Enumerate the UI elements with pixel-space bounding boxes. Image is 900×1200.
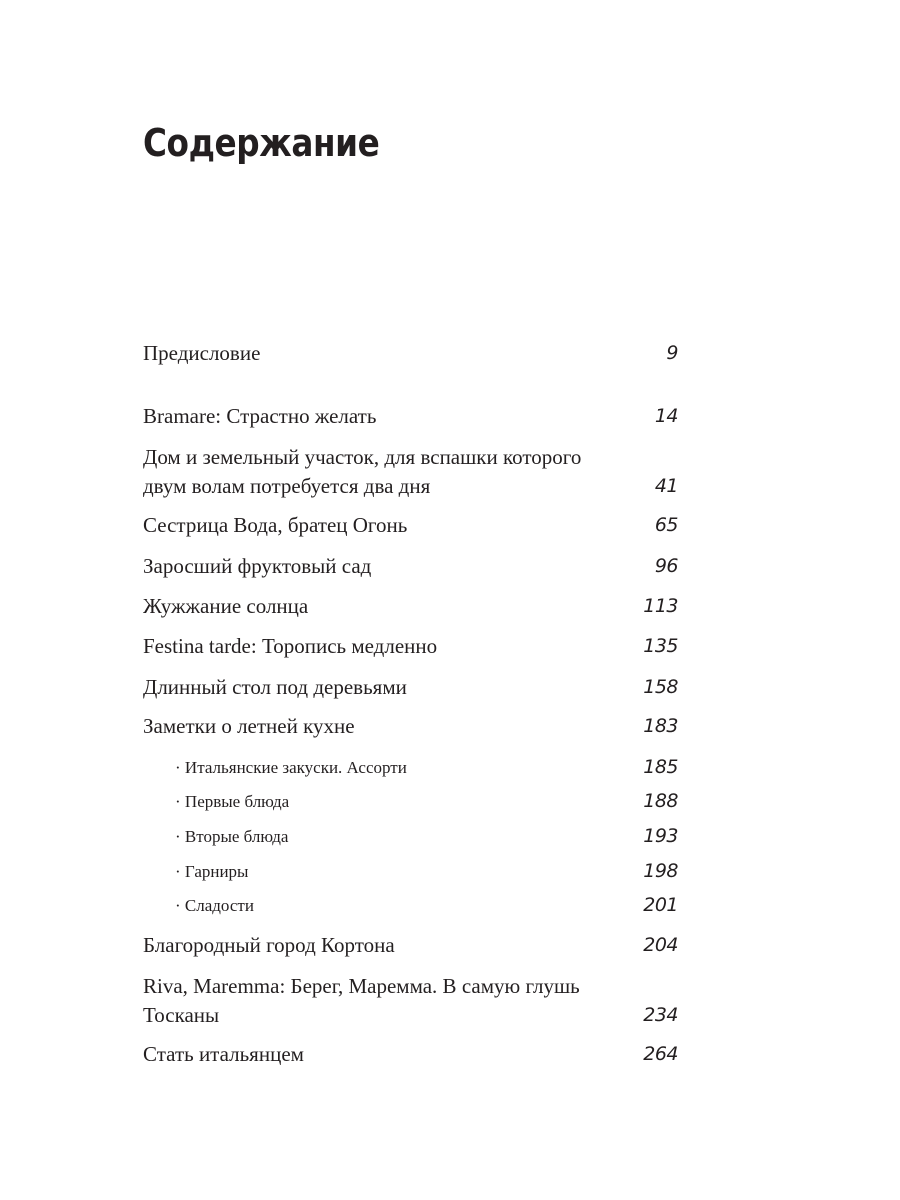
toc-entry[interactable] (143, 592, 678, 621)
toc-subentry-title: · Итальянские закуски. Ассорти (175, 758, 407, 777)
toc-entry-title: Жужжание солнца (143, 594, 309, 618)
toc-entry-title: Riva, Maremma: Берег, Маремма. В самую глушь Тосканы (143, 974, 580, 1027)
toc-entry-title: Заметки о летней кухне (143, 714, 355, 738)
toc-subentry[interactable] (143, 891, 678, 920)
toc-entry[interactable] (143, 673, 678, 702)
page-title: Содержание (143, 121, 380, 165)
toc-entry-page: 158 (643, 676, 678, 698)
toc-entry-title: Заросший фруктовый сад (143, 554, 372, 578)
toc-entry-title: Длинный стол под деревьями (143, 675, 407, 699)
toc-entry-page: 135 (643, 635, 678, 657)
toc-subentry-page: 201 (643, 894, 678, 916)
toc-entry[interactable] (143, 443, 678, 501)
toc-entry[interactable] (143, 972, 678, 1030)
toc-subentry-title: · Сладости (175, 896, 254, 915)
toc-subentry-page: 185 (643, 756, 678, 778)
toc-entry-page: 41 (654, 475, 678, 497)
toc-subentry-title: · Вторые блюда (175, 827, 289, 846)
toc-subentry-title: · Гарниры (175, 862, 249, 881)
toc-entry[interactable] (143, 402, 678, 431)
toc-entry[interactable] (143, 712, 678, 741)
toc-subentry[interactable] (143, 787, 678, 816)
toc-entry-page: 9 (666, 342, 678, 364)
toc-entry-title: Стать итальянцем (143, 1042, 304, 1066)
toc-entry-title: Сестрица Вода, братец Огонь (143, 513, 408, 537)
toc-entry-title: Bramare: Страстно желать (143, 404, 377, 428)
toc-entry-page: 234 (643, 1004, 678, 1026)
toc-subentry[interactable] (143, 822, 678, 851)
toc-entry-page: 204 (643, 934, 678, 956)
toc-entry-page: 264 (643, 1043, 678, 1065)
toc-entry[interactable] (143, 632, 678, 661)
toc-entry-title: Благородный город Кортона (143, 933, 395, 957)
toc-entry-title: Дом и земельный участок, для вспашки которого двум волам потребуется два дня (143, 445, 582, 498)
toc-entry-page: 14 (654, 405, 678, 427)
toc-entry-page: 65 (654, 514, 678, 536)
toc-subentry-page: 198 (643, 860, 678, 882)
toc-entry-title: Предисловие (143, 341, 261, 365)
toc-entry-page: 183 (643, 715, 678, 737)
toc-subentry-page: 193 (643, 825, 678, 847)
toc-subentry[interactable] (143, 753, 678, 782)
toc-entry[interactable] (143, 339, 678, 368)
toc-entry-title: Festina tarde: Торопись медленно (143, 634, 438, 658)
toc-subentry-page: 188 (643, 790, 678, 812)
toc-entry-page: 96 (654, 555, 678, 577)
toc-entry[interactable] (143, 552, 678, 581)
toc-subentry[interactable] (143, 857, 678, 886)
toc-entry[interactable] (143, 511, 678, 540)
toc-subentry-title: · Первые блюда (175, 792, 290, 811)
toc-entry[interactable] (143, 1040, 678, 1069)
toc-entry[interactable] (143, 931, 678, 960)
toc-entry-page: 113 (643, 595, 678, 617)
